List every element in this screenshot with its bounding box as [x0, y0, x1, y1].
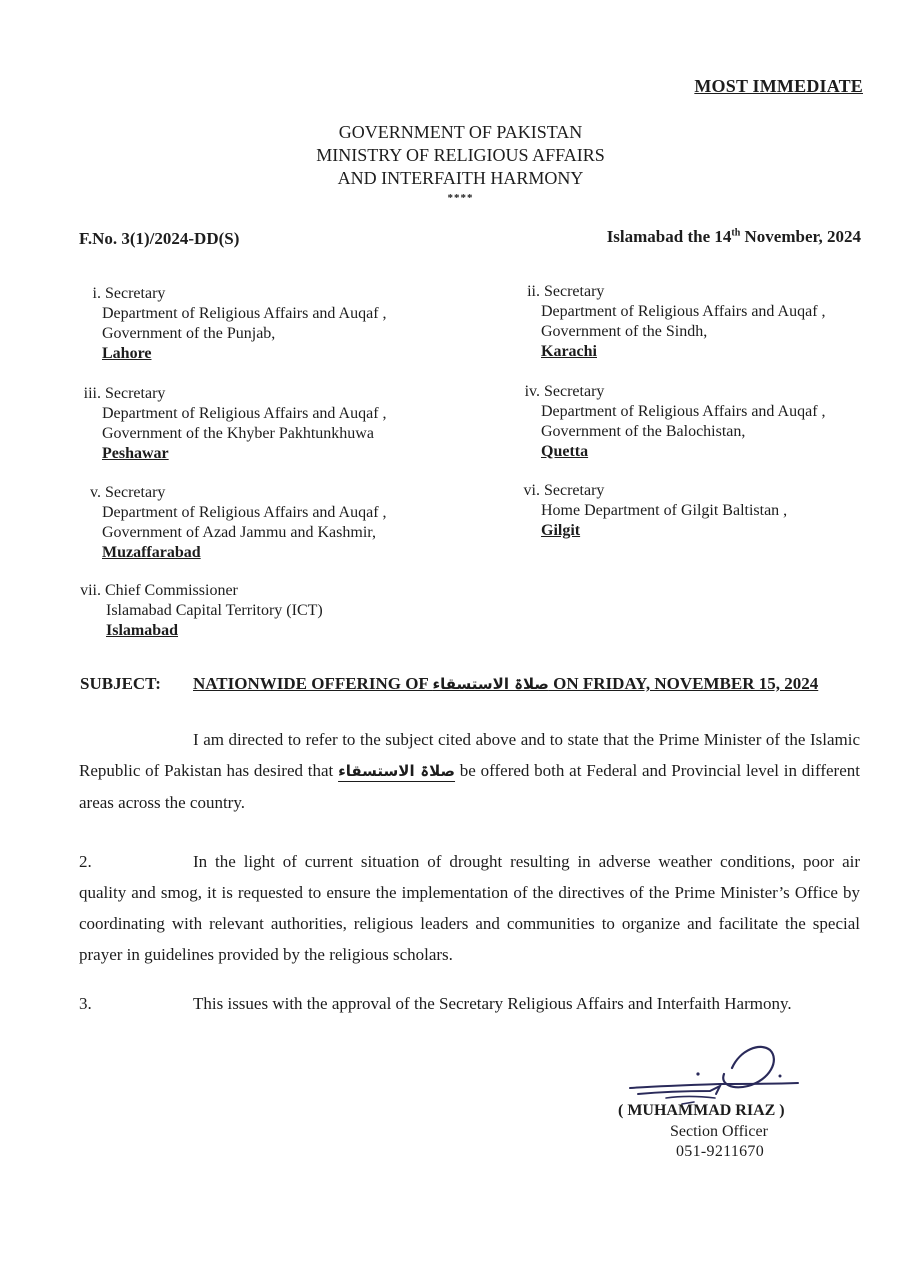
paragraph-1-after: be offered both at Federal and Provincial level in different areas across the country.	[79, 761, 860, 812]
addressee-gilgit-baltistan	[518, 481, 787, 541]
paragraph-2-text: In the light of current situation of drought resulting in adverse weather conditions, poor air quality and smog, it is requested to ensure the implementation of the directives of the Prime Minister’s Office by coordinating with relevant authorities, religious leaders and communities to organize and facilitate the special prayer in guidelines provided by the religious scholars.	[79, 852, 860, 964]
addressee-city: Lahore	[102, 345, 152, 362]
addressee-government: Government of the Balochistan,	[541, 423, 746, 440]
letterhead-line-3: AND INTERFAITH HARMONY	[337, 168, 584, 188]
addressee-title: Secretary	[105, 285, 166, 302]
addressee-government: Government of the Sindh,	[541, 323, 708, 340]
addressee-department: Home Department of Gilgit Baltistan ,	[541, 502, 788, 519]
signatory-phone: 051-9211670	[676, 1143, 765, 1160]
addressee-city: Peshawar	[102, 445, 169, 462]
addressee-government: Government of the Khyber Pakhtunkhuwa	[102, 425, 374, 442]
addressee-city: Quetta	[541, 443, 589, 460]
letterhead-stars: ****	[447, 192, 474, 204]
addressee-sindh	[518, 282, 826, 362]
paragraph-1-urdu-text: صلاۃ الاستسقاء	[338, 762, 456, 780]
date-suffix: November, 2024	[740, 227, 861, 246]
addressee-number: iii.	[83, 385, 101, 402]
addressee-number: ii.	[527, 283, 540, 300]
addressee-department: Islamabad Capital Territory (ICT)	[106, 602, 323, 619]
addressee-city: Gilgit	[541, 522, 581, 539]
addressee-city: Muzaffarabad	[102, 544, 201, 561]
subject-label: SUBJECT:	[80, 674, 161, 693]
signatory-designation: Section Officer	[670, 1123, 768, 1140]
date-line	[607, 227, 861, 247]
addressee-ajk	[79, 483, 387, 563]
addressee-department: Department of Religious Affairs and Auqaf ,	[102, 305, 387, 322]
addressee-title: Secretary	[105, 484, 166, 501]
subject-urdu-text: صلاۃ الاستسقاء	[432, 675, 549, 693]
subject-text-before: NATIONWIDE OFFERING OF	[193, 674, 433, 693]
addressee-number: iv.	[524, 383, 540, 400]
date-suffix-sup: th	[731, 227, 741, 239]
addressee-title: Secretary	[544, 383, 605, 400]
addressee-punjab	[79, 284, 387, 364]
addressee-title: Secretary	[544, 283, 605, 300]
letterhead-line-2: MINISTRY OF RELIGIOUS AFFAIRS	[316, 145, 605, 165]
subject-text-after: ON FRIDAY, NOVEMBER 15, 2024	[548, 674, 819, 693]
addressee-number: v.	[90, 484, 101, 501]
addressee-government: Government of Azad Jammu and Kashmir,	[102, 524, 376, 541]
addressee-number: i.	[92, 285, 101, 302]
paragraph-2	[79, 846, 860, 970]
addressee-title: Secretary	[544, 482, 605, 499]
addressee-department: Department of Religious Affairs and Auqaf ,	[102, 405, 387, 422]
letterhead	[0, 121, 921, 204]
addressee-kp	[79, 384, 387, 464]
subject-text	[193, 674, 818, 693]
date-prefix: Islamabad the 14	[606, 227, 732, 246]
signatory-name: ( MUHAMMAD RIAZ )	[618, 1102, 785, 1119]
paragraph-3-text: This issues with the approval of the Secretary Religious Affairs and Interfaith Harmony.	[193, 994, 792, 1013]
addressee-city: Islamabad	[106, 622, 179, 639]
addressee-government: Government of the Punjab,	[102, 325, 276, 342]
addressee-title: Chief Commissioner	[105, 582, 238, 599]
addressee-city: Karachi	[541, 343, 597, 360]
subject-line	[80, 674, 818, 694]
priority-label: MOST IMMEDIATE	[694, 76, 863, 96]
paragraph-3-number: 3.	[79, 994, 92, 1013]
addressee-ict	[79, 581, 323, 641]
addressee-balochistan	[518, 382, 826, 462]
addressee-number: vii.	[80, 582, 101, 599]
addressee-title: Secretary	[105, 385, 166, 402]
addressee-department: Department of Religious Affairs and Auqaf ,	[541, 303, 826, 320]
paragraph-3	[79, 988, 860, 1019]
paragraph-1-before: I am directed to refer to the subject cited above and to state that the Prime Minister of the Islamic Republic of Pakistan has desired that	[79, 730, 860, 780]
paragraph-1	[79, 724, 860, 818]
addressee-department: Department of Religious Affairs and Auqaf ,	[102, 504, 387, 521]
file-number: F.No. 3(1)/2024-DD(S)	[79, 229, 240, 248]
paragraph-2-number: 2.	[79, 852, 92, 871]
addressee-number: vi.	[523, 482, 540, 499]
letterhead-line-1: GOVERNMENT OF PAKISTAN	[338, 122, 583, 142]
addressee-department: Department of Religious Affairs and Auqaf ,	[541, 403, 826, 420]
